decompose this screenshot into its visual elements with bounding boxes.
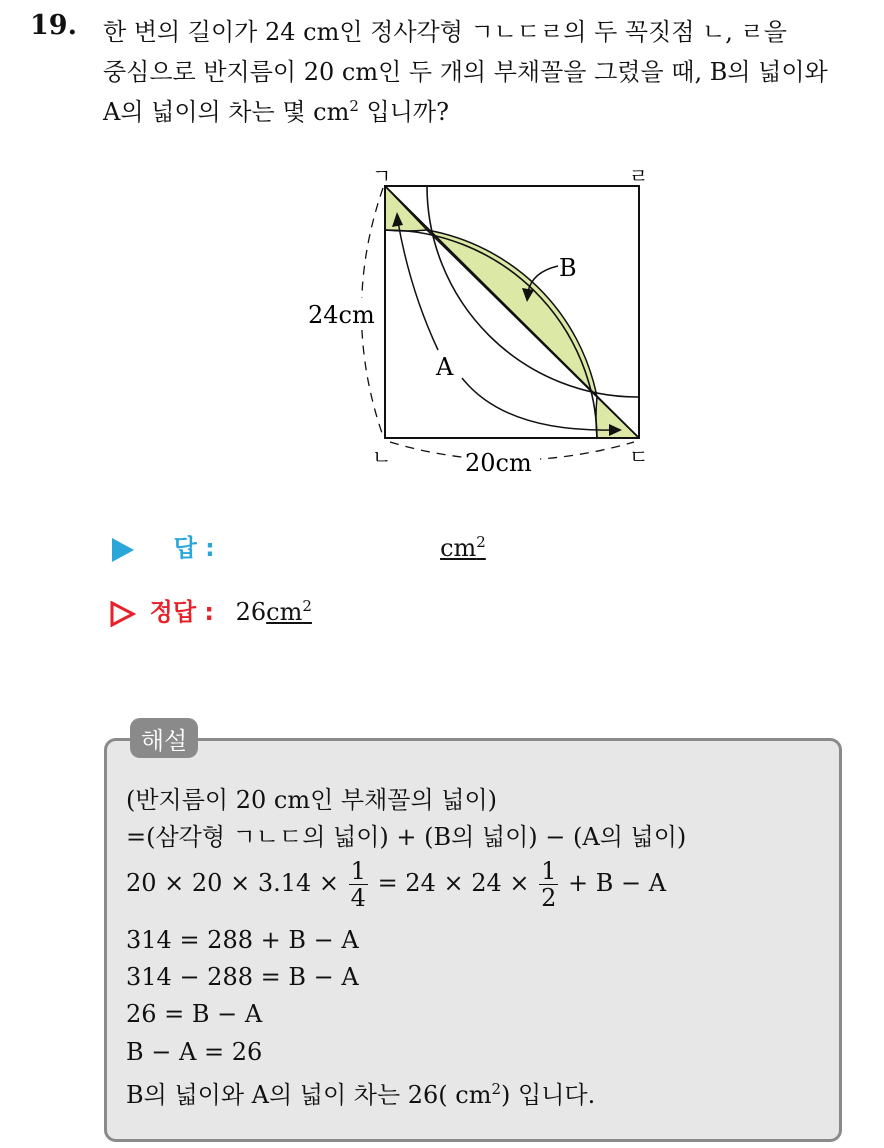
answer-triangle-icon: [110, 537, 136, 563]
label-side-length: 24cm: [308, 301, 375, 329]
vertex-bottom-left: ㄴ: [372, 445, 392, 469]
question-number: 19.: [30, 10, 77, 41]
vertex-top-right: ㄹ: [629, 164, 649, 188]
correct-label: 정답 :: [149, 598, 214, 626]
explanation-line-1: (반지름이 20 cm인 부채꼴의 넓이): [126, 786, 498, 814]
diagonal: [385, 186, 639, 438]
question-line-2: 중심으로 반지름이 20 cm인 두 개의 부채꼴을 그렸을 때, B의 넓이와: [103, 58, 828, 86]
explanation-line-4: 314 = 288 + B − A: [126, 926, 359, 954]
fraction-one-half: $\frac{1}{2}$: [541, 857, 557, 912]
answer-unit: $cm^2$: [440, 533, 486, 562]
explanation-line-2: =(삼각형 ㄱㄴㄷ의 넓이) + (B의 넓이) − (A의 넓이): [126, 823, 687, 851]
explanation-line-7: B − A = 26: [126, 1038, 263, 1066]
fraction-one-quarter: $\frac{1}{4}$: [350, 857, 366, 912]
label-b: B: [559, 254, 577, 282]
explanation-line-5: 314 − 288 = B − A: [126, 963, 359, 991]
explanation-line-3: 20 × 20 × 3.14 × $\frac{1}{4}$ = 24 × 24 × $\frac{1}{2}$ + B − A: [126, 857, 667, 912]
label-a: A: [436, 353, 454, 381]
answer-row: [110, 528, 486, 563]
correct-unit: $cm^2$: [266, 597, 312, 626]
question-unit: $cm^2$: [313, 97, 359, 126]
correct-triangle-icon: [110, 601, 136, 627]
explanation-line-8: B의 넓이와 A의 넓이 차는 26( $cm^2$) 입니다.: [126, 1080, 596, 1109]
correct-answer-row: [110, 592, 312, 627]
label-radius: 20cm: [465, 449, 532, 477]
explanation-tab: 해설: [130, 718, 198, 758]
answer-label: 답 :: [173, 534, 215, 562]
geometry-figure: [300, 158, 660, 478]
vertex-bottom-right: ㄷ: [629, 445, 649, 469]
question-line-1: 한 변의 길이가 24 cm인 정사각형 ㄱㄴㄷㄹ의 두 꼭짓점 ㄴ, ㄹ을: [103, 18, 787, 46]
question-line-3: A의 넓이의 차는 몇 $cm^2$ 입니까?: [103, 97, 449, 126]
correct-value: 26: [235, 598, 267, 626]
explanation-line-6: 26 = B − A: [126, 1000, 263, 1028]
vertex-top-left: ㄱ: [372, 164, 392, 188]
arrow-a-to-top: [398, 222, 438, 350]
